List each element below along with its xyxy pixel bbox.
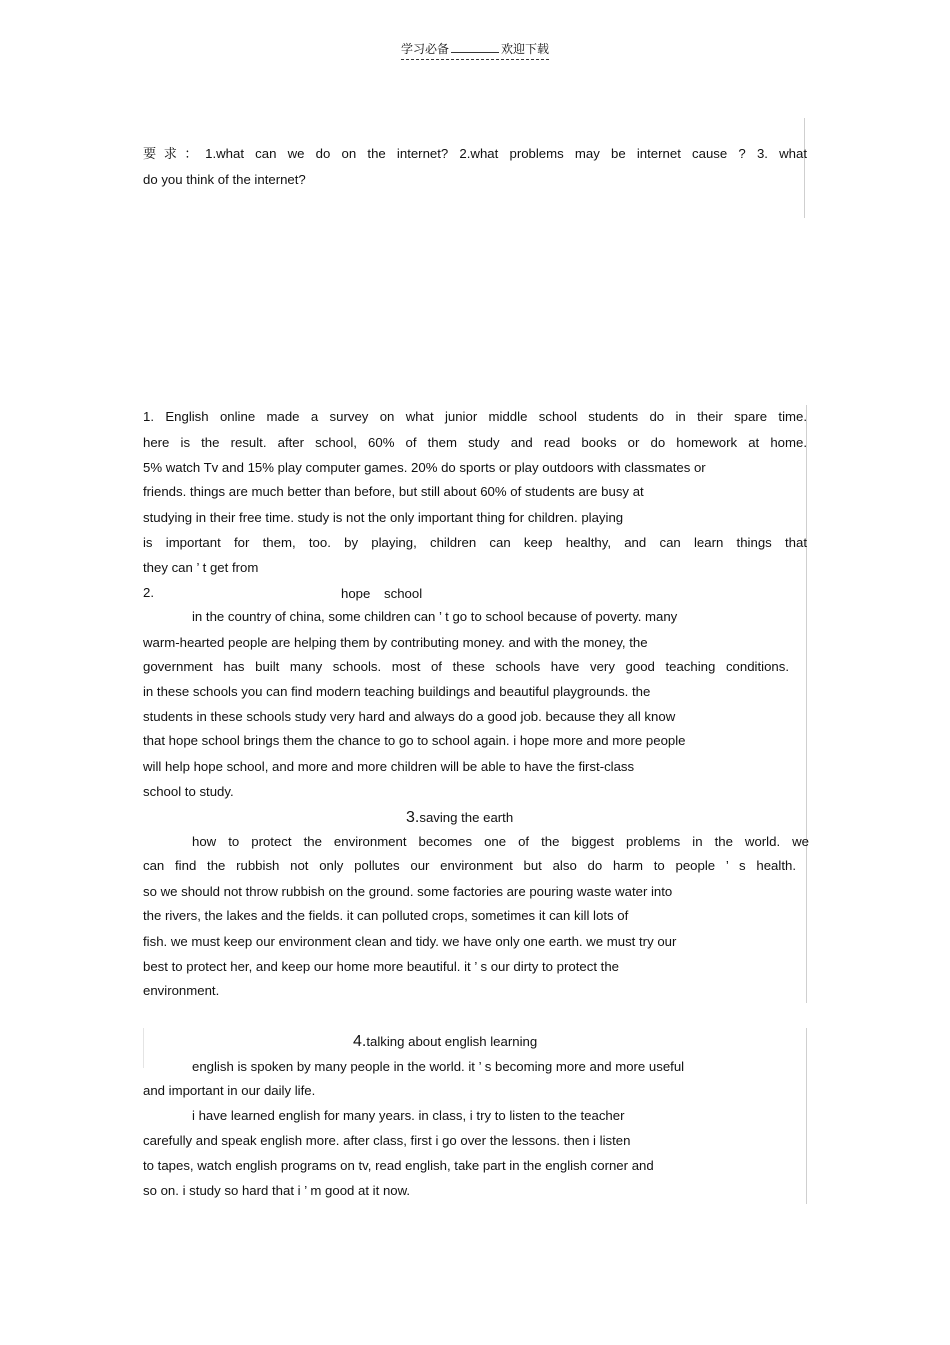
essay1-line: studying in their free time. study is not the only important thing for children. playing [143, 510, 624, 525]
essay3-number: 3. [406, 809, 420, 826]
essay4-line: and important in our daily life. [143, 1083, 316, 1098]
essay4-line: english is spoken by many people in the world. it ’ s becoming more and more useful [192, 1059, 685, 1074]
margin-rule-top [804, 118, 805, 218]
essay1-line: is important for them, too. by playing, children can keep healthy, and can learn things that [143, 535, 807, 550]
requirement-line-1: 要求：1.what can we do on the internet? 2.what problems may be internet cause ? 3. what [143, 146, 807, 161]
header-right-text: 欢迎下载 [501, 42, 550, 56]
requirement-line-2: do you think of the internet? [143, 172, 306, 187]
essay2-line: in these schools you can find modern teaching buildings and beautiful playgrounds. the [143, 684, 651, 699]
essay4-title: talking about english learning [366, 1034, 538, 1049]
essay4-line: carefully and speak english more. after class, first i go over the lessons. then i listen [143, 1133, 631, 1148]
essay2-line: government has built many schools. most of these schools have very good teaching conditions. [143, 659, 789, 674]
essay3-line: the rivers, the lakes and the fields. it can polluted crops, sometimes it can kill lots of [143, 908, 629, 923]
essay4-number: 4. [353, 1033, 367, 1050]
essay1-line: friends. things are much better than before, but still about 60% of students are busy at [143, 484, 644, 499]
essay2-number: 2. [143, 585, 154, 600]
essay1-line: 5% watch Tv and 15% play computer games. 20% do sports or play outdoors with classmates or [143, 460, 706, 475]
page-header [0, 40, 950, 60]
essay3-line: can find the rubbish not only pollutes our environment but also do harm to people ’ s health. [143, 858, 796, 873]
essay4-heading [353, 1034, 537, 1050]
essay3-line: so we should not throw rubbish on the ground. some factories are pouring waste water into [143, 884, 673, 899]
essay4-line: i have learned english for many years. in class, i try to listen to the teacher [192, 1108, 625, 1123]
header-left-text: 学习必备 [400, 42, 449, 56]
essay1-line: here is the result. after school, 60% of them study and read books or do homework at home. [143, 435, 807, 450]
essay2-line: students in these schools study very hard and always do a good job. because they all know [143, 709, 676, 724]
essay3-line: fish. we must keep our environment clean and tidy. we have only one earth. we must try our [143, 934, 677, 949]
header-underline-gap [451, 42, 499, 53]
essay4-line: to tapes, watch english programs on tv, read english, take part in the english corner and [143, 1158, 654, 1173]
essay3-line: environment. [143, 983, 220, 998]
essay3-title: saving the earth [419, 810, 514, 825]
essay2-line: will help hope school, and more and more children will be able to have the first-class [143, 759, 635, 774]
essay3-line: how to protect the environment becomes one of the biggest problems in the world. we [192, 834, 809, 849]
header-banner [401, 40, 549, 60]
essay2-line: that hope school brings them the chance to go to school again. i hope more and more people [143, 733, 686, 748]
essay1-line: they can ’ t get from [143, 560, 259, 575]
essay3-heading [406, 810, 513, 826]
essay2-title: hope school [341, 586, 423, 601]
essay4-line: so on. i study so hard that i ’ m good at it now. [143, 1183, 411, 1198]
essay2-line: school to study. [143, 784, 234, 799]
essay2-line: in the country of china, some children can ’ t go to school because of poverty. many [192, 609, 678, 624]
essay2-line: warm-hearted people are helping them by contributing money. and with the money, the [143, 635, 648, 650]
essay3-line: best to protect her, and keep our home more beautiful. it ’ s our dirty to protect the [143, 959, 619, 974]
essay1-line: 1. English online made a survey on what junior middle school students do in their spare time. [143, 409, 807, 424]
